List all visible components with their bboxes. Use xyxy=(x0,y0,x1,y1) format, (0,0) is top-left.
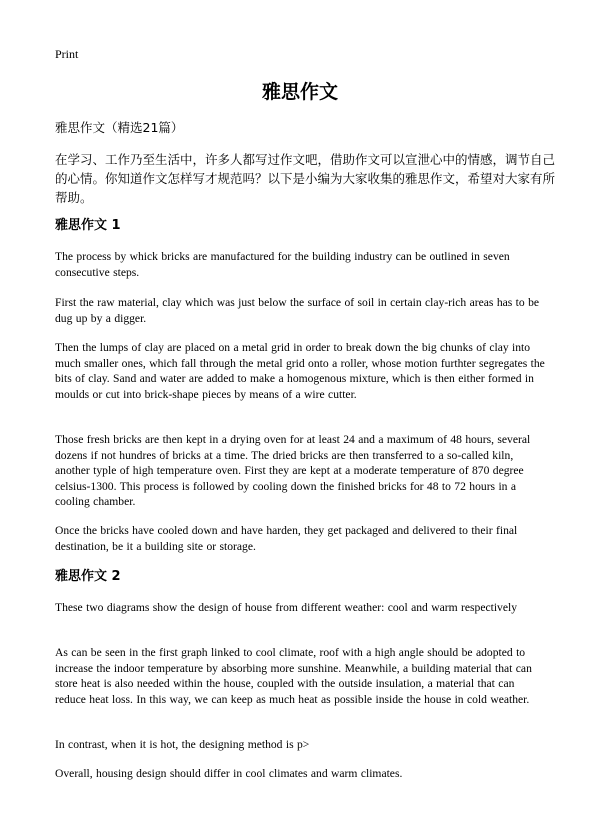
document-title: 雅思作文 xyxy=(261,81,338,103)
section-1-paragraph-2: First the raw material, clay which was just below the surface of soil in certain clay-rich areas has to be dug up by a digger. xyxy=(55,296,540,325)
section-2-paragraph-1: These two diagrams show the design of house from different weather: cool and warm respectively xyxy=(55,601,518,614)
section-2-paragraph-2: As can be seen in the first graph linked to cool climate, roof with a high angle should be adopted to increase the indoor temperature by absorbing more sunshine. Meanwhile, a building material that can store heat is also needed within the house, coupled with the outside insulation, a material that can reduce heat loss. In this way, we can keep as much heat as possible inside the house in cold weather. xyxy=(55,646,532,706)
section-1-paragraph-4: Those fresh bricks are then kept in a drying oven for at least 24 and a maximum of 48 hours, several dozens if not hundres of bricks at a time. The dried bricks are then transferred to a so-called kiln, another typle of high temperature oven. First they are kept at a moderate temperature of 870 degree celsius-1300. This process is followed by cooling down the finished bricks for 48 to 72 hours in a cooling chamber. xyxy=(55,433,531,509)
section-1-paragraph-5: Once the bricks have cooled down and have harden, they get packaged and delivered to their final destination, be it a building site or storage. xyxy=(55,524,518,553)
intro-paragraph: 在学习、工作乃至生活中，许多人都写过作文吧，借助作文可以宣泄心中的情感，调节自己的心情。你知道作文怎样写才规范吗？以下是小编为大家收集的雅思作文，希望对大家有所帮助。 xyxy=(55,152,556,205)
section-heading-2: 雅思作文 2 xyxy=(55,569,121,584)
section-heading-1: 雅思作文 1 xyxy=(55,218,121,233)
document-subtitle: 雅思作文（精选21篇） xyxy=(55,120,184,135)
section-2-paragraph-4: Overall, housing design should differ in cool climates and warm climates. xyxy=(55,767,403,780)
print-label: Print xyxy=(55,47,79,61)
section-1-paragraph-1: The process by whick bricks are manufactured for the building industry can be outlined in seven consecutive steps. xyxy=(55,250,510,279)
section-2-paragraph-3: In contrast, when it is hot, the designing method is p> xyxy=(55,738,310,751)
section-1-paragraph-3: Then the lumps of clay are placed on a metal grid in order to break down the big chunks of clay into much smaller ones, which fall through the metal grid onto a roller, whose motion furthter segregates the bits of clay. Sand and water are added to make a homogenous mixture, which is then either formed in moulds or cut into brick-shape pieces by means of a wire cutter. xyxy=(55,341,545,401)
